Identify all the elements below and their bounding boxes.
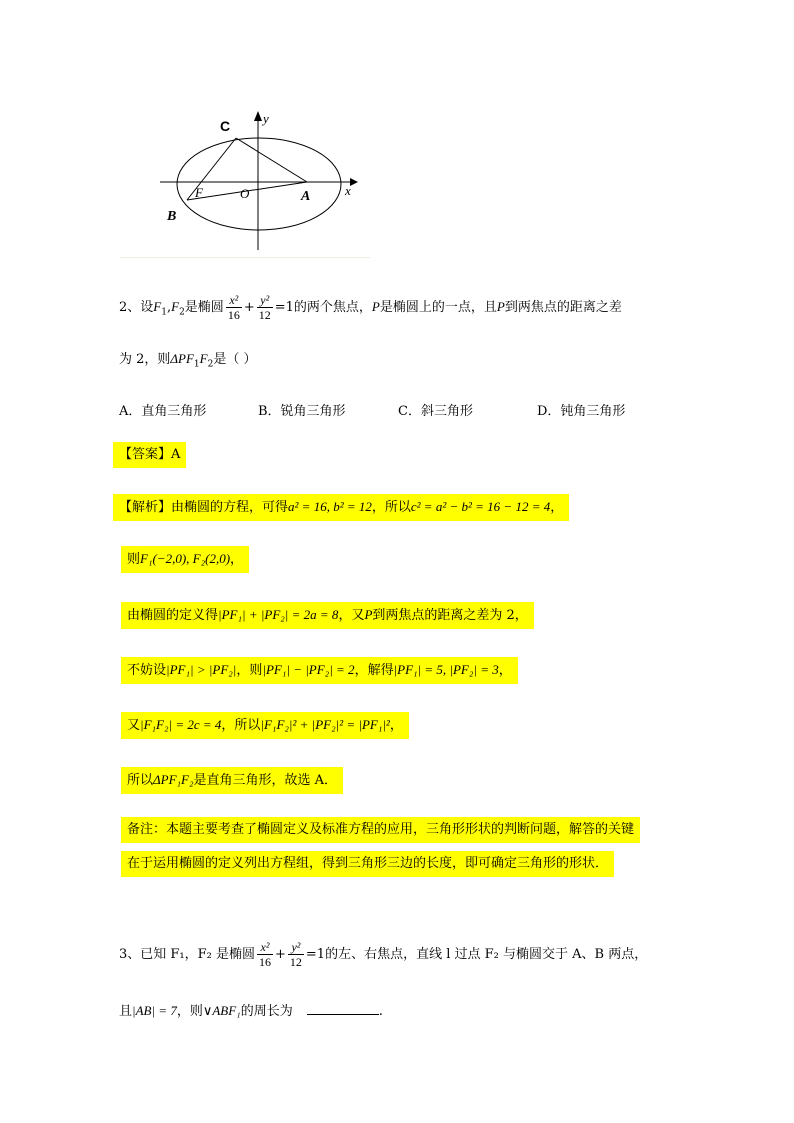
analysis-l5-a: 又 bbox=[127, 718, 141, 733]
q2-tri: ΔPF bbox=[170, 351, 194, 366]
analysis-l3-p: P bbox=[364, 607, 373, 622]
analysis-l1-math1: a² = 16, b² = 12 bbox=[288, 499, 372, 514]
q2-frac-y bbox=[257, 293, 273, 322]
q2-comma: , bbox=[166, 300, 172, 315]
q2-f1-sub: 1 bbox=[161, 307, 167, 318]
x-axis-arrow bbox=[350, 178, 358, 186]
analysis-l5-math1: |F₁F₂| = 2c = 4 bbox=[140, 717, 222, 732]
analysis-l2-math: F₁(−2,0), F₂(2,0) bbox=[140, 551, 231, 566]
q3-frac-x-den: 16 bbox=[259, 955, 271, 969]
note-line2: 在于运用椭圆的定义列出方程组，得到三角形三边的长度，即可确定三角形的形状． bbox=[121, 851, 614, 877]
q3-line2-c: 的周长为 bbox=[240, 1004, 293, 1019]
q2-f2: F bbox=[171, 299, 180, 314]
analysis-l3-c: 到两焦点的距离之差为 2， bbox=[372, 608, 528, 623]
analysis-l4-c: ，解得 bbox=[354, 663, 394, 678]
analysis-line4 bbox=[121, 657, 518, 684]
q2-frac-x bbox=[226, 293, 242, 322]
analysis-l6-b: 是直角三角形，故选 A． bbox=[193, 773, 338, 788]
analysis-l1-b: ，所以 bbox=[371, 500, 411, 515]
q2-p1: P bbox=[371, 299, 380, 314]
analysis-l1-math2: c² = a² − b² = 16 − 12 = 4 bbox=[410, 499, 551, 514]
q2-tri-f: F bbox=[199, 351, 208, 366]
q3-line2 bbox=[119, 1000, 383, 1019]
q2-frac-x-den: 16 bbox=[227, 308, 240, 322]
analysis-l4-math3: |PF₁| = 5, |PF₂| = 3 bbox=[393, 662, 499, 677]
analysis-l4-d: ， bbox=[498, 663, 512, 678]
analysis-line5 bbox=[121, 712, 409, 739]
analysis-l4-a: 不妨设 bbox=[127, 663, 167, 678]
analysis-line2 bbox=[121, 546, 249, 573]
q2-number: 2、设 bbox=[119, 300, 154, 315]
analysis-l2-b: ， bbox=[230, 552, 244, 567]
q2-plus: + bbox=[243, 300, 255, 315]
option-d[interactable]: D．钝角三角形 bbox=[537, 404, 626, 419]
analysis-l3-b: ，又 bbox=[338, 608, 365, 623]
analysis-l6-a: 所以 bbox=[127, 773, 154, 788]
label-x: x bbox=[345, 183, 351, 198]
q2-frac-y-den: 12 bbox=[258, 308, 271, 322]
option-c[interactable]: C．斜三角形 bbox=[398, 404, 473, 419]
q3-line2-math1: |AB| = 7 bbox=[132, 1003, 177, 1018]
q3-line1-b: 的左、右焦点，直线 l 过点 F₂ 与椭圆交于 A、B 两点， bbox=[325, 947, 648, 962]
q3-answer-blank[interactable] bbox=[307, 1000, 379, 1015]
q3-line1 bbox=[119, 940, 647, 970]
answer: 【答案】A bbox=[113, 442, 186, 468]
q3-line2-a: 且 bbox=[119, 1004, 133, 1019]
analysis-l3-a: 由椭圆的定义得 bbox=[127, 608, 219, 623]
analysis-l5-b: ，所以 bbox=[221, 718, 261, 733]
segment-ca bbox=[236, 138, 307, 182]
q3-plus: + bbox=[275, 947, 286, 962]
q2-line2 bbox=[119, 348, 256, 370]
q2-frac-y-num: y² bbox=[257, 293, 273, 308]
figure-divider bbox=[120, 257, 370, 258]
q3-frac-x bbox=[257, 940, 273, 969]
analysis-label: 【解析】 bbox=[119, 500, 172, 515]
q3-line2-b: ，则 bbox=[176, 1004, 203, 1019]
q3-frac-y bbox=[288, 940, 304, 969]
y-axis-arrow bbox=[254, 111, 262, 121]
label-o: O bbox=[240, 186, 250, 201]
analysis-l5-c: ， bbox=[389, 718, 403, 733]
q2-text-ellipse: 是椭圆 bbox=[184, 300, 224, 315]
label-y: y bbox=[263, 111, 269, 126]
ellipse-figure bbox=[150, 105, 375, 260]
option-b[interactable]: B．锐角三角形 bbox=[258, 404, 346, 419]
q3-eq: =1 bbox=[305, 947, 326, 962]
q2-text-1: 的两个焦点， bbox=[293, 300, 372, 315]
q2-tri-sub2: 2 bbox=[207, 359, 214, 370]
q3-line2-math2: ∨ABF₁ bbox=[202, 1003, 241, 1018]
q2-f1: F bbox=[153, 299, 162, 314]
q2-tri-sub1: 1 bbox=[193, 359, 200, 370]
q2-frac-x-num: x² bbox=[226, 293, 242, 308]
q3-frac-x-num: x² bbox=[257, 940, 273, 955]
analysis-l1-c: ， bbox=[550, 500, 564, 515]
q3-frac-y-num: y² bbox=[288, 940, 304, 955]
q2-line1 bbox=[119, 292, 622, 328]
analysis-line3 bbox=[121, 602, 534, 629]
label-f: F bbox=[195, 185, 203, 200]
q2-eq: =1 bbox=[274, 300, 294, 315]
q2-p2: P bbox=[496, 299, 505, 314]
q3-line2-end: . bbox=[378, 1004, 383, 1019]
q2-line2-post: 是（ ） bbox=[213, 352, 257, 367]
note-line1: 备注：本题主要考查了椭圆定义及标准方程的应用，三角形形状的判断问题，解答的关键 bbox=[121, 817, 640, 843]
analysis-l4-math1: |PF₁| > |PF₂| bbox=[166, 662, 237, 677]
analysis-l2-a: 则 bbox=[127, 552, 141, 567]
label-a: A bbox=[301, 189, 311, 204]
analysis-line6 bbox=[121, 767, 343, 794]
analysis-l6-math: ΔPF₁F₂ bbox=[153, 772, 194, 787]
analysis-l3-math: |PF₁| + |PF₂| = 2a = 8 bbox=[218, 607, 339, 622]
analysis-l4-math2: |PF₁| − |PF₂| = 2 bbox=[262, 662, 355, 677]
q3-frac-y-den: 12 bbox=[289, 955, 302, 969]
q2-text-3: 到两焦点的距离之差 bbox=[504, 300, 622, 315]
label-b: B bbox=[167, 209, 177, 224]
label-c: C bbox=[220, 118, 231, 134]
analysis-line1 bbox=[113, 494, 569, 521]
option-a[interactable]: A．直角三角形 bbox=[119, 404, 207, 419]
analysis-l5-math2: |F₁F₂|² + |PF₂|² = |PF₁|² bbox=[260, 717, 390, 732]
analysis-l1-a: 由椭圆的方程，可得 bbox=[171, 500, 289, 515]
q2-line2-pre: 为 2，则 bbox=[119, 352, 171, 367]
q2-text-2: 是椭圆上的一点，且 bbox=[379, 300, 497, 315]
analysis-l4-b: ，则 bbox=[236, 663, 263, 678]
q3-line1-a: 3、已知 F₁，F₂ 是椭圆 bbox=[119, 947, 255, 962]
q2-f2-sub: 2 bbox=[179, 307, 185, 318]
